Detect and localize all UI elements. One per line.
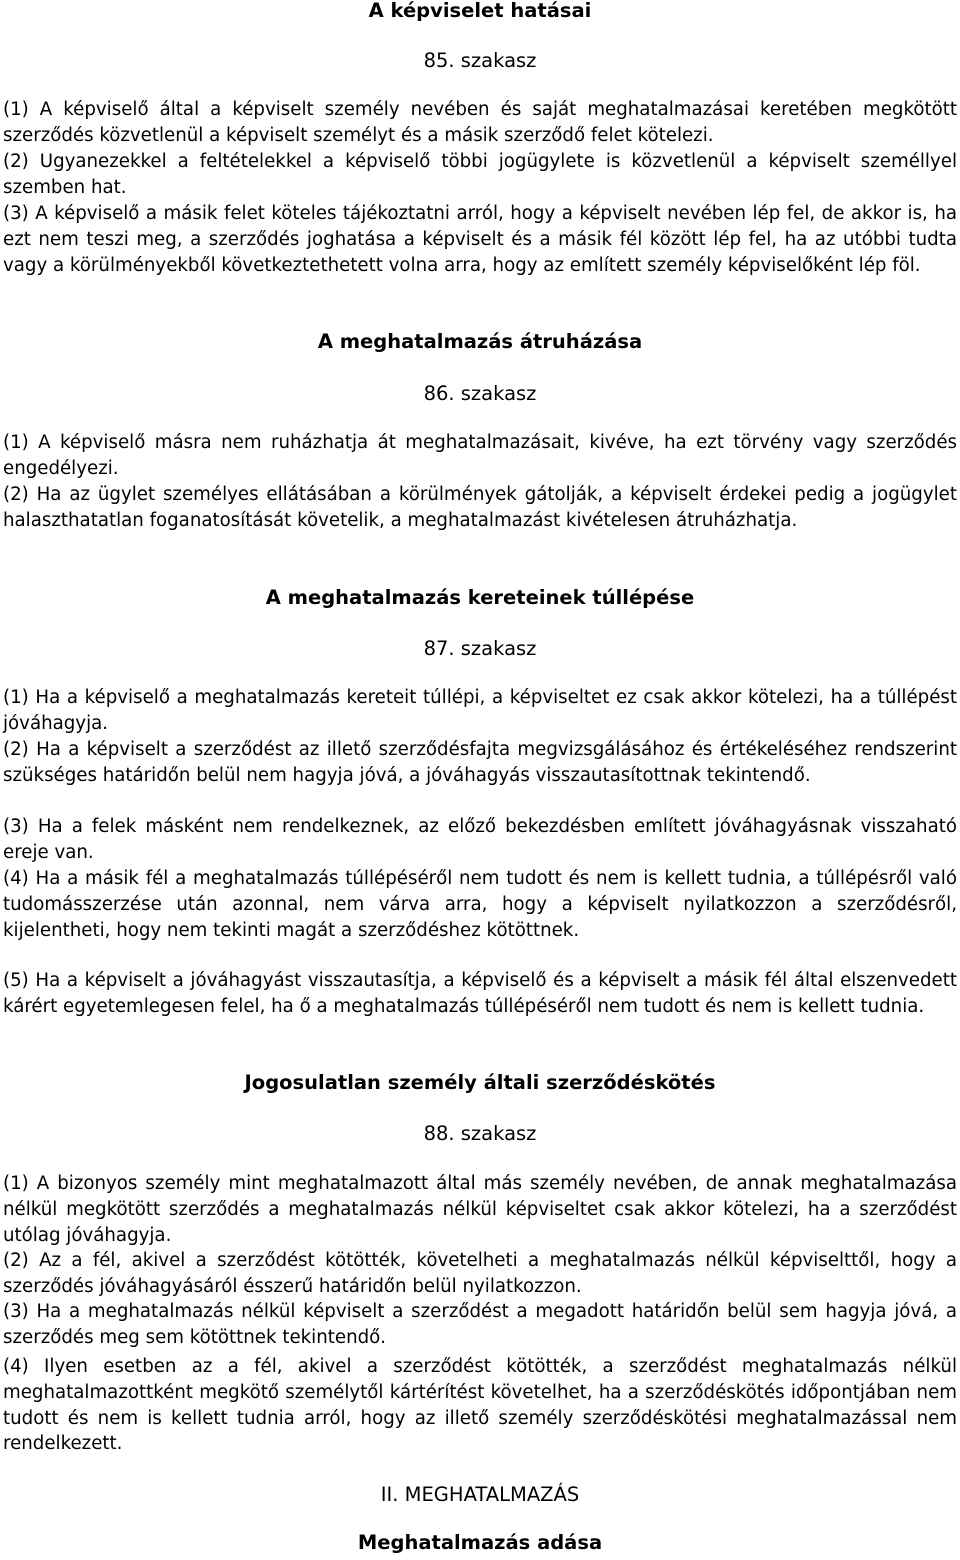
paragraph: (3) Ha a felek másként nem rendelkeznek, az előző bekezdésben említett jóváhagyásnak visszaható ereje van.: [3, 816, 957, 863]
section-heading: A képviselet hatásai: [368, 0, 592, 22]
paragraph: (5) Ha a képviselt a jóváhagyást visszautasítja, a képviselő és a képviselt a másik fél által elszenvedett kárért egyetemlegesen felel, ha ő a meghatalmazás túllépéséről nem tudott és nem is kellett tudnia.: [3, 970, 957, 1017]
paragraph: (3) Ha a meghatalmazás nélkül képviselt a szerződést a megadott határidőn belül sem hagyja jóvá, a szerződés meg sem kötöttnek tekintendő.: [3, 1301, 957, 1348]
section-number: 85. szakasz: [423, 49, 537, 72]
paragraph: (1) A képviselő által a képviselt személy nevében és saját meghatalmazásai keretében megkötött szerződés közvetlenül a képviselt személyt és a másik szerződő felet kötelezi.: [3, 99, 957, 146]
section-number: 88. szakasz: [423, 1122, 537, 1145]
chapter-subheading: Meghatalmazás adása: [357, 1531, 603, 1554]
paragraph: (2) Ha az ügylet személyes ellátásában a körülmények gátolják, a képviselt érdekei pedig a jogügylet halaszthatatlan foganatosítását követelik, a meghatalmazást kivételesen átruházhatja.: [3, 484, 957, 531]
paragraph: (4) Ilyen esetben az a fél, akivel a szerződést kötötték, a szerződést meghatalmazás nélkül meghatalmazottként megkötő személytől kártérítést követelhet, ha a szerződéskötés időpontjában nem tudott és nem is kellett tudnia arról, hogy az illető személy szerződéskötési meghatalmazással nem rendelkezett.: [3, 1356, 957, 1455]
paragraph: (1) A bizonyos személy mint meghatalmazott által más személy nevében, de annak meghatalmazása nélkül megkötött szerződés a meghatalmazás nélkül képviseltet csak akkor kötelezi, ha a szerződést utólag jóváhagyja.: [3, 1173, 957, 1246]
paragraph: (1) Ha a képviselő a meghatalmazás kereteit túllépi, a képviseltet ez csak akkor kötelezi, ha a túllépést jóváhagyja.: [3, 687, 957, 734]
chapter-title: II. MEGHATALMAZÁS: [380, 1483, 580, 1506]
section-heading: A meghatalmazás átruházása: [317, 330, 643, 353]
paragraph: (2) Ugyanezekkel a feltételekkel a képviselő többi jogügylete is közvetlenül a képviselt személlyel szemben hat.: [3, 151, 957, 198]
paragraph: (1) A képviselő másra nem ruházhatja át meghatalmazásait, kivéve, ha ezt törvény vagy szerződés engedélyezi.: [3, 432, 957, 479]
paragraph: (3) A képviselő a másik felet köteles tájékoztatni arról, hogy a képviselt nevében lép fel, de akkor is, ha ezt nem teszi meg, a szerződés joghatása a képviselt és a másik fél között lép fel, ha az utóbbi tudta vagy a körülményekből következtethetett volna arra, hogy az említett személy képviselőként lép föl.: [3, 203, 957, 276]
paragraph: (2) Az a fél, akivel a szerződést kötötték, követelheti a meghatalmazás nélkül képviselttől, hogy a szerződés jóváhagyásáról ésszerű határidőn belül nyilatkozzon.: [3, 1250, 957, 1297]
paragraph: (4) Ha a másik fél a meghatalmazás túllépéséről nem tudott és nem is kellett tudnia, a túllépésről való tudomásszerzése után azonnal, nem várva arra, hogy a képviselt nyilatkozzon a szerződésről, kijelentheti, hogy nem tekinti magát a szerződéshez kötöttnek.: [3, 868, 957, 941]
section-heading: Jogosulatlan személy általi szerződéskötés: [244, 1071, 716, 1094]
section-number: 86. szakasz: [423, 382, 537, 405]
section-number: 87. szakasz: [423, 637, 537, 660]
paragraph: (2) Ha a képviselt a szerződést az illető szerződésfajta megvizsgálásához és értékeléséhez rendszerint szükséges határidőn belül nem hagyja jóvá, a jóváhagyás visszautasítottnak tekintendő.: [3, 739, 957, 786]
section-heading: A meghatalmazás kereteinek túllépése: [265, 586, 695, 609]
